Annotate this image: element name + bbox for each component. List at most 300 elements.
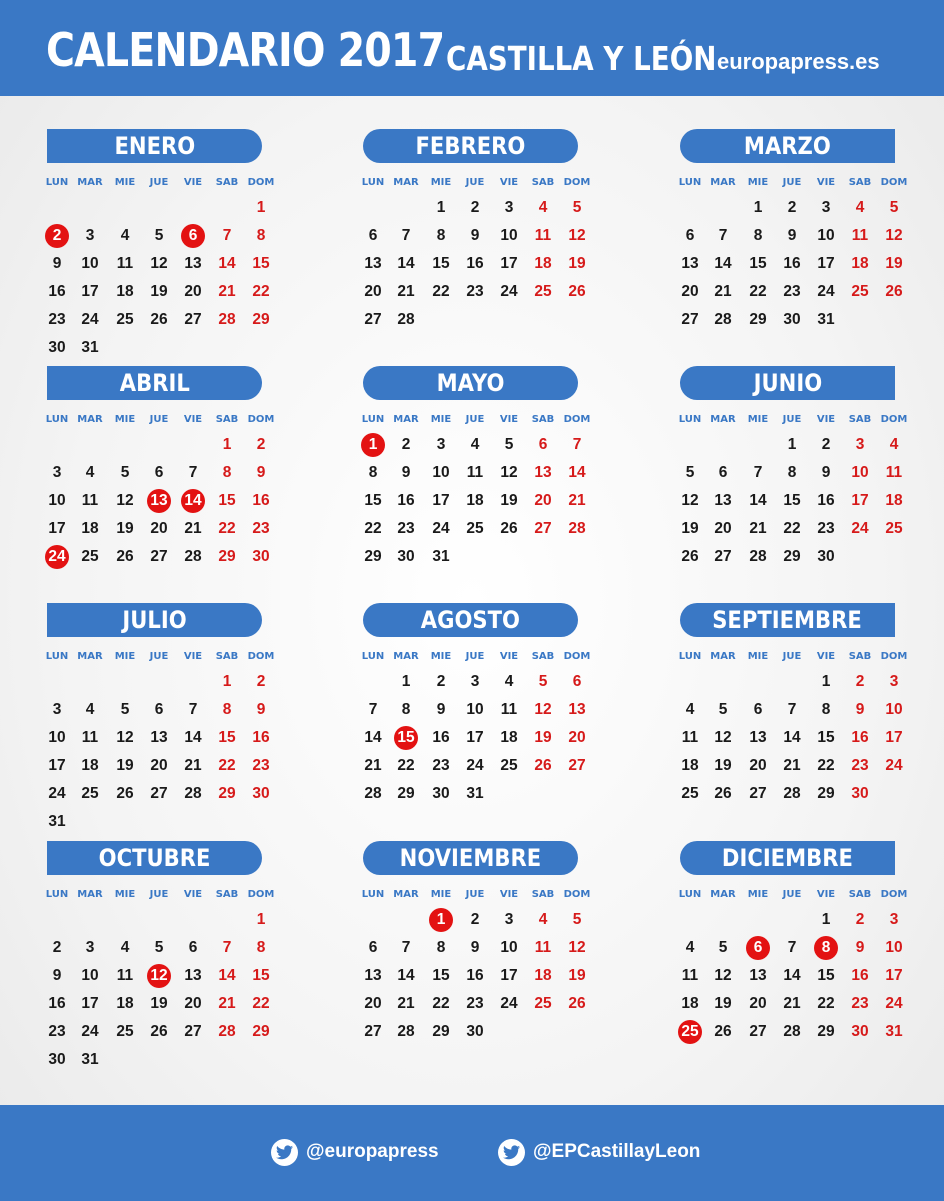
weekday-label: DOM — [880, 889, 908, 900]
weekday-label: MAR — [710, 889, 736, 900]
calendar-day: 14 — [397, 255, 415, 272]
calendar-day: 7 — [401, 939, 411, 956]
calendar-day: 5 — [538, 673, 548, 690]
calendar-day: 31 — [81, 339, 99, 356]
calendar-day: 6 — [718, 464, 728, 481]
month-title-label: JUNIO — [753, 369, 822, 397]
calendar-day: 13 — [150, 729, 168, 746]
weekday-label: SAB — [848, 414, 872, 425]
calendar-day: 4 — [538, 911, 548, 928]
calendar-day: 2 — [470, 911, 480, 928]
calendar-day: 28 — [783, 785, 801, 802]
calendar-day: 5 — [685, 464, 695, 481]
calendar-day: 9 — [821, 464, 831, 481]
calendar-day: 16 — [783, 255, 801, 272]
weekday-label: MAR — [393, 177, 419, 188]
calendar-day: 29 — [252, 1023, 270, 1040]
weekday-label: JUE — [465, 889, 485, 900]
calendar-day: 26 — [885, 283, 903, 300]
weekday-label: VIE — [499, 651, 519, 662]
calendar-day: 15 — [218, 492, 236, 509]
calendar-day: 9 — [470, 227, 480, 244]
calendar-day: 24 — [432, 520, 450, 537]
holiday-day: 2 — [45, 224, 69, 248]
weekday-label: DOM — [247, 651, 275, 662]
calendar-day: 24 — [48, 785, 66, 802]
calendar-day: 1 — [787, 436, 797, 453]
weekday-label: LUN — [361, 414, 385, 425]
calendar-day: 11 — [466, 464, 484, 481]
calendar-day: 19 — [500, 492, 518, 509]
calendar-day: 24 — [500, 283, 518, 300]
holiday-day: 1 — [361, 433, 385, 457]
weekday-label: DOM — [563, 651, 591, 662]
calendar-day: 21 — [783, 757, 801, 774]
weekday-label: DOM — [563, 889, 591, 900]
calendar-day: 24 — [851, 520, 869, 537]
calendar-day: 28 — [184, 785, 202, 802]
weekday-label: MAR — [710, 651, 736, 662]
weekday-label: MIE — [430, 651, 452, 662]
calendar-day: 25 — [534, 283, 552, 300]
calendar-day: 1 — [256, 199, 266, 216]
month-title — [363, 129, 578, 163]
month-noviembre — [363, 841, 623, 1077]
calendar-day: 27 — [749, 785, 767, 802]
calendar-day: 16 — [48, 283, 66, 300]
month-title — [680, 603, 895, 637]
calendar-day: 30 — [48, 339, 66, 356]
calendar-day: 4 — [120, 939, 130, 956]
calendar-day: 1 — [401, 673, 411, 690]
calendar-day: 30 — [397, 548, 415, 565]
calendar-day: 23 — [432, 757, 450, 774]
calendar-day: 1 — [753, 199, 763, 216]
weekday-label: DOM — [880, 414, 908, 425]
calendar-day: 26 — [714, 1023, 732, 1040]
calendar-day: 5 — [718, 701, 728, 718]
calendar-day: 30 — [252, 548, 270, 565]
month-title — [47, 603, 262, 637]
calendar-day: 19 — [534, 729, 552, 746]
calendar-day: 20 — [184, 283, 202, 300]
month-agosto — [363, 603, 623, 839]
twitter-bird-icon — [498, 1139, 525, 1166]
calendar-day: 1 — [436, 199, 446, 216]
calendar-day: 25 — [116, 1023, 134, 1040]
weekday-label: LUN — [678, 651, 702, 662]
calendar-day: 25 — [681, 785, 699, 802]
calendar-day: 24 — [817, 283, 835, 300]
calendar-day: 4 — [85, 701, 95, 718]
calendar-day: 20 — [681, 283, 699, 300]
calendar-day: 2 — [256, 436, 266, 453]
weekday-label: JUE — [465, 177, 485, 188]
calendar-day: 2 — [436, 673, 446, 690]
calendar-day: 29 — [364, 548, 382, 565]
calendar-day: 20 — [714, 520, 732, 537]
calendar-day: 31 — [81, 1051, 99, 1068]
weekday-label: JUE — [782, 651, 802, 662]
month-title-label: JULIO — [122, 606, 187, 634]
calendar-day: 14 — [364, 729, 382, 746]
calendar-day: 28 — [568, 520, 586, 537]
calendar-day: 19 — [150, 995, 168, 1012]
calendar-day: 26 — [150, 1023, 168, 1040]
calendar-day: 28 — [783, 1023, 801, 1040]
weekday-label: SAB — [848, 651, 872, 662]
calendar-day: 3 — [504, 199, 514, 216]
month-marzo — [680, 129, 940, 365]
weekday-label: MAR — [77, 177, 103, 188]
calendar-day: 13 — [364, 255, 382, 272]
calendar-day: 27 — [184, 1023, 202, 1040]
calendar-day: 15 — [817, 729, 835, 746]
calendar-day: 26 — [568, 995, 586, 1012]
calendar-day: 8 — [401, 701, 411, 718]
social-handle-epcastillayleon[interactable] — [498, 1137, 700, 1167]
calendar-day: 23 — [466, 283, 484, 300]
weekday-label: JUE — [782, 414, 802, 425]
calendar-day: 12 — [714, 967, 732, 984]
calendar-day: 25 — [500, 757, 518, 774]
holiday-day: 13 — [147, 489, 171, 513]
calendar-day: 3 — [85, 939, 95, 956]
calendar-day: 30 — [851, 1023, 869, 1040]
calendar-day: 22 — [817, 995, 835, 1012]
weekday-label: MAR — [77, 889, 103, 900]
calendar-day: 30 — [783, 311, 801, 328]
calendar-day: 13 — [534, 464, 552, 481]
calendar-day: 15 — [432, 255, 450, 272]
calendar-day: 15 — [432, 967, 450, 984]
calendar-day: 6 — [685, 227, 695, 244]
weekday-label: SAB — [531, 177, 555, 188]
holiday-day: 12 — [147, 964, 171, 988]
calendar-day: 15 — [218, 729, 236, 746]
calendar-day: 7 — [753, 464, 763, 481]
calendar-day: 3 — [889, 673, 899, 690]
calendar-day: 25 — [534, 995, 552, 1012]
calendar-day: 18 — [534, 967, 552, 984]
calendar-day: 19 — [714, 995, 732, 1012]
weekday-label: VIE — [183, 177, 203, 188]
calendar-day: 8 — [436, 939, 446, 956]
calendar-day: 8 — [821, 701, 831, 718]
calendar-day: 16 — [851, 729, 869, 746]
calendar-day: 18 — [466, 492, 484, 509]
calendar-day: 9 — [401, 464, 411, 481]
calendar-day: 17 — [500, 967, 518, 984]
holiday-day: 24 — [45, 545, 69, 569]
calendar-day: 14 — [218, 967, 236, 984]
month-julio — [47, 603, 307, 839]
calendar-day: 23 — [252, 520, 270, 537]
calendar-day: 24 — [885, 757, 903, 774]
weekday-label: VIE — [499, 177, 519, 188]
weekday-label: MIE — [747, 889, 769, 900]
weekday-label: MAR — [710, 414, 736, 425]
calendar-day: 27 — [568, 757, 586, 774]
calendar-day: 30 — [432, 785, 450, 802]
calendar-day: 21 — [568, 492, 586, 509]
weekday-label: JUE — [782, 889, 802, 900]
weekday-label: MIE — [747, 177, 769, 188]
calendar-day: 28 — [714, 311, 732, 328]
month-title — [363, 603, 578, 637]
weekday-label: DOM — [563, 414, 591, 425]
weekday-label: JUE — [149, 651, 169, 662]
calendar-day: 9 — [52, 255, 62, 272]
calendar-day: 30 — [466, 1023, 484, 1040]
calendar-day: 29 — [749, 311, 767, 328]
calendar-day: 13 — [184, 255, 202, 272]
calendar-day: 16 — [466, 967, 484, 984]
calendar-day: 11 — [81, 492, 99, 509]
calendar-day: 10 — [817, 227, 835, 244]
weekday-label: DOM — [880, 177, 908, 188]
calendar-day: 12 — [568, 227, 586, 244]
weekday-label: VIE — [816, 889, 836, 900]
calendar-day: 10 — [851, 464, 869, 481]
calendar-day: 31 — [432, 548, 450, 565]
calendar-day: 21 — [218, 995, 236, 1012]
weekday-label: SAB — [848, 177, 872, 188]
calendar-day: 3 — [855, 436, 865, 453]
calendar-day: 1 — [222, 436, 232, 453]
calendar-day: 28 — [218, 311, 236, 328]
calendar-day: 12 — [150, 255, 168, 272]
calendar-day: 6 — [188, 939, 198, 956]
calendar-day: 5 — [572, 911, 582, 928]
calendar-day: 9 — [52, 967, 62, 984]
calendar-day: 21 — [397, 995, 415, 1012]
calendar-day: 29 — [218, 785, 236, 802]
calendar-day: 25 — [851, 283, 869, 300]
calendar-day: 6 — [538, 436, 548, 453]
calendar-day: 9 — [436, 701, 446, 718]
calendar-day: 27 — [150, 548, 168, 565]
weekday-label: MIE — [430, 889, 452, 900]
weekday-label: VIE — [499, 889, 519, 900]
calendar-day: 9 — [855, 701, 865, 718]
calendar-day: 7 — [222, 227, 232, 244]
calendar-day: 29 — [783, 548, 801, 565]
calendar-day: 11 — [534, 227, 552, 244]
calendar-day: 4 — [85, 464, 95, 481]
calendar-day: 18 — [885, 492, 903, 509]
weekday-label: MIE — [747, 651, 769, 662]
calendar-day: 31 — [885, 1023, 903, 1040]
weekday-label: MIE — [430, 414, 452, 425]
calendar-day: 7 — [718, 227, 728, 244]
calendar-day: 12 — [714, 729, 732, 746]
calendar-day: 26 — [150, 311, 168, 328]
calendar-day: 18 — [534, 255, 552, 272]
weekday-label: DOM — [247, 889, 275, 900]
calendar-day: 25 — [81, 548, 99, 565]
calendar-day: 3 — [470, 673, 480, 690]
month-title — [363, 366, 578, 400]
calendar-day: 13 — [364, 967, 382, 984]
calendar-day: 23 — [817, 520, 835, 537]
holiday-day: 14 — [181, 489, 205, 513]
weekday-label: JUE — [782, 177, 802, 188]
calendar-day: 24 — [885, 995, 903, 1012]
calendar-day: 2 — [787, 199, 797, 216]
month-diciembre — [680, 841, 940, 1077]
calendar-day: 9 — [256, 464, 266, 481]
calendar-day: 4 — [470, 436, 480, 453]
month-title — [680, 841, 895, 875]
month-title-label: MARZO — [744, 132, 831, 160]
calendar-day: 2 — [821, 436, 831, 453]
footer-banner — [0, 1105, 944, 1201]
calendar-day: 7 — [222, 939, 232, 956]
weekday-label: DOM — [247, 414, 275, 425]
calendar-title: CALENDARIO 2017 — [46, 23, 445, 77]
calendar-day: 27 — [364, 1023, 382, 1040]
calendar-day: 11 — [681, 729, 699, 746]
month-septiembre — [680, 603, 940, 839]
calendar-day: 28 — [397, 1023, 415, 1040]
social-handle-label: @EPCastillayLeon — [533, 1141, 701, 1162]
calendar-day: 27 — [714, 548, 732, 565]
calendar-day: 13 — [681, 255, 699, 272]
calendar-day: 12 — [681, 492, 699, 509]
weekday-label: LUN — [45, 651, 69, 662]
calendar-day: 10 — [885, 701, 903, 718]
weekday-label: JUE — [149, 414, 169, 425]
calendar-day: 20 — [364, 995, 382, 1012]
calendar-day: 19 — [714, 757, 732, 774]
calendar-day: 5 — [572, 199, 582, 216]
calendar-day: 19 — [885, 255, 903, 272]
calendar-day: 20 — [364, 283, 382, 300]
holiday-day: 6 — [746, 936, 770, 960]
calendar-day: 13 — [184, 967, 202, 984]
calendar-day: 10 — [48, 729, 66, 746]
weekday-label: MIE — [114, 889, 136, 900]
calendar-day: 21 — [218, 283, 236, 300]
calendar-day: 3 — [821, 199, 831, 216]
calendar-day: 26 — [681, 548, 699, 565]
calendar-day: 4 — [120, 227, 130, 244]
calendar-day: 19 — [116, 520, 134, 537]
calendar-day: 3 — [85, 227, 95, 244]
calendar-day: 10 — [81, 255, 99, 272]
calendar-day: 16 — [432, 729, 450, 746]
calendar-day: 5 — [154, 939, 164, 956]
calendar-day: 3 — [889, 911, 899, 928]
calendar-day: 11 — [116, 255, 134, 272]
holiday-day: 6 — [181, 224, 205, 248]
calendar-day: 7 — [188, 701, 198, 718]
calendar-day: 5 — [718, 939, 728, 956]
calendar-day: 23 — [252, 757, 270, 774]
calendar-day: 16 — [851, 967, 869, 984]
weekday-label: LUN — [45, 889, 69, 900]
twitter-bird-icon — [271, 1139, 298, 1166]
calendar-day: 5 — [120, 464, 130, 481]
calendar-day: 25 — [885, 520, 903, 537]
calendar-day: 12 — [116, 492, 134, 509]
calendar-day: 18 — [851, 255, 869, 272]
calendar-day: 2 — [256, 673, 266, 690]
calendar-day: 22 — [252, 995, 270, 1012]
calendar-day: 14 — [749, 492, 767, 509]
weekday-label: LUN — [678, 889, 702, 900]
calendar-day: 18 — [681, 757, 699, 774]
weekday-label: SAB — [215, 177, 239, 188]
month-febrero — [363, 129, 623, 365]
month-title — [47, 841, 262, 875]
calendar-day: 21 — [749, 520, 767, 537]
calendar-day: 23 — [397, 520, 415, 537]
month-title-label: DICIEMBRE — [722, 844, 853, 872]
calendar-day: 22 — [218, 520, 236, 537]
calendar-day: 15 — [749, 255, 767, 272]
calendar-day: 6 — [753, 701, 763, 718]
holiday-day: 1 — [429, 908, 453, 932]
calendar-day: 11 — [885, 464, 903, 481]
calendar-day: 16 — [48, 995, 66, 1012]
calendar-day: 4 — [538, 199, 548, 216]
calendar-day: 17 — [81, 283, 99, 300]
calendar-day: 20 — [534, 492, 552, 509]
weekday-label: SAB — [531, 651, 555, 662]
calendar-day: 13 — [749, 967, 767, 984]
social-handle-europapress[interactable] — [271, 1137, 439, 1167]
calendar-day: 18 — [681, 995, 699, 1012]
weekday-label: LUN — [45, 414, 69, 425]
calendar-day: 27 — [749, 1023, 767, 1040]
calendar-day: 8 — [787, 464, 797, 481]
calendar-day: 6 — [368, 939, 378, 956]
weekday-label: MAR — [393, 889, 419, 900]
calendar-day: 20 — [150, 757, 168, 774]
calendar-day: 28 — [184, 548, 202, 565]
calendar-day: 11 — [116, 967, 134, 984]
calendar-day: 19 — [116, 757, 134, 774]
calendar-day: 17 — [885, 729, 903, 746]
calendar-day: 12 — [116, 729, 134, 746]
weekday-label: LUN — [361, 177, 385, 188]
calendar-day: 14 — [184, 729, 202, 746]
calendar-day: 21 — [184, 520, 202, 537]
calendar-day: 29 — [397, 785, 415, 802]
weekday-label: SAB — [848, 889, 872, 900]
calendar-day: 23 — [48, 1023, 66, 1040]
calendar-day: 1 — [821, 673, 831, 690]
weekday-label: MAR — [393, 414, 419, 425]
calendar-day: 22 — [397, 757, 415, 774]
calendar-day: 8 — [368, 464, 378, 481]
calendar-day: 20 — [184, 995, 202, 1012]
calendar-day: 25 — [81, 785, 99, 802]
calendar-day: 6 — [572, 673, 582, 690]
month-title-label: ABRIL — [119, 369, 190, 397]
month-title-label: NOVIEMBRE — [399, 844, 542, 872]
calendar-day: 14 — [397, 967, 415, 984]
calendar-day: 11 — [681, 967, 699, 984]
calendar-day: 23 — [48, 311, 66, 328]
calendar-day: 15 — [364, 492, 382, 509]
calendar-day: 15 — [783, 492, 801, 509]
weekday-label: JUE — [465, 414, 485, 425]
calendar-day: 17 — [432, 492, 450, 509]
weekday-label: JUE — [465, 651, 485, 662]
